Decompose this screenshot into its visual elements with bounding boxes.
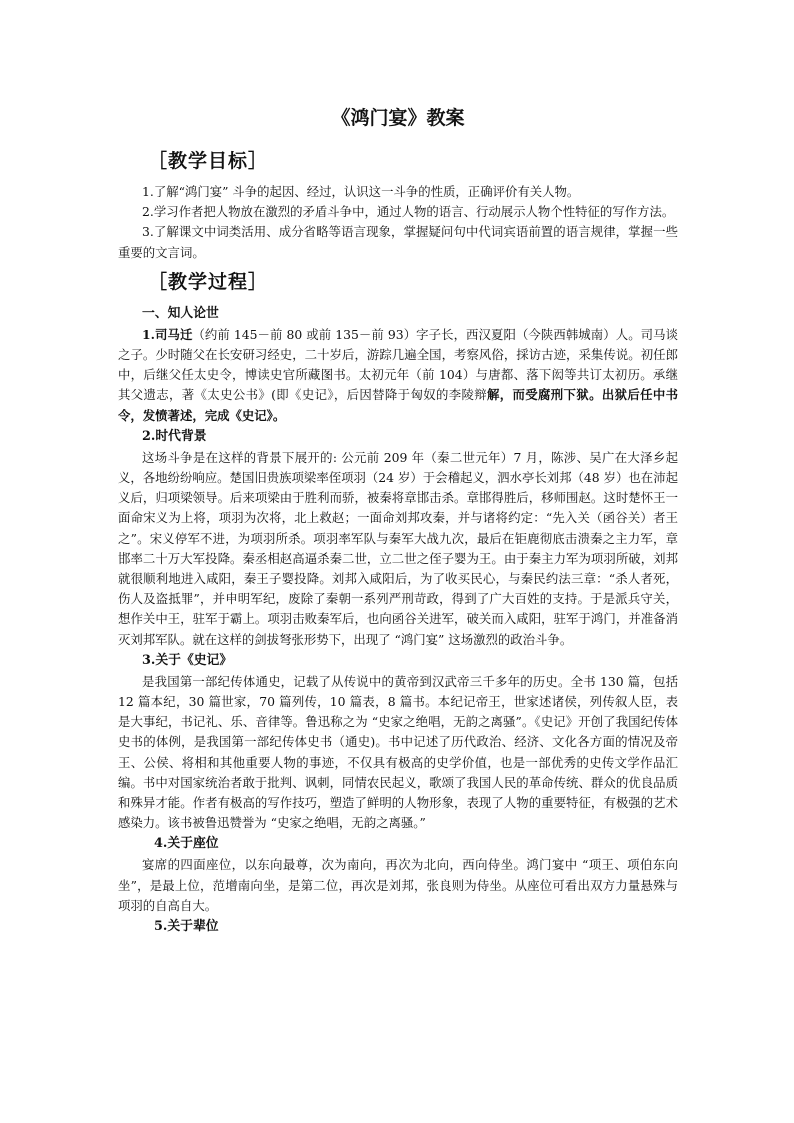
sima-qian-paragraph (118, 325, 678, 426)
goal-item-1: 1.了解“鸿门宴” 斗争的起因、经过，认识这一斗争的性质，正确评价有关人物。 (142, 184, 580, 199)
teaching-goals-heading: ［教学目标］ (148, 150, 269, 172)
shiji-heading: 3.关于《史记》 (142, 652, 233, 668)
page-title: 《鸿门宴》教案 (331, 107, 465, 129)
sima-qian-body: （约前 145－前 80 或前 135－前 93）字子长，西汉夏阳（今陕西韩城南）人。司马谈之子。少时随父在长安研习经史，二十岁后，游踪几遍全国，考察风俗，採访古迹，采集传说。初任郎中，后继父任太史令，博读史官所藏图书。太初元年（前 104）与唐都、落下闳等共订太初历。承继其父遗志，著《太史公书》(即《史记》，后因替降于匈奴的李陵辩 (118, 326, 678, 403)
background-paragraph: 这场斗争是在这样的背景下展开的: 公元前 209 年（秦二世元年）7 月，陈涉、吴广在大泽乡起义，各地纷纷响应。楚国旧贵族项梁率侄项羽（24 岁）于会稽起义，泗水亭长刘邦（48 岁）也在沛起义后，归项梁领导。后来项梁由于胜利而骄，被秦将章邯击杀。章邯得胜后，移师围赵。这时楚怀王一面命宋义为上将，项羽为次将，北上救赵；一面命刘邦攻秦，并与诸将约定：“先入关（函谷关）者王之”。宋义停军不进，为项羽所杀。项羽率军队与秦军大战九次，最后在钜鹿彻底击溃秦之主力军，章邯率二十万大军投降。秦丞相赵高逼杀秦二世，立二世之侄子婴为王。由于秦主力军为项羽所破，刘邦就很顺利地进入咸阳，秦王子婴投降。刘邦入咸阳后，为了收买民心，与秦民约法三章：“杀人者死，伤人及盗抵罪”，并申明军纪，废除了秦朝一系列严刑苛政，得到了广大百姓的支持。于是派兵守关，想作关中王，驻军于霸上。项羽击败秦军后，也向函谷关进军，破关而入咸阳，驻军于鸿门，并准备消灭刘邦军队。就在这样的剑拔弩张形势下，出现了 “鸿门宴” 这场激烈的政治斗争。 (118, 449, 678, 647)
seating-heading: 4.关于座位 (154, 836, 219, 852)
goal-item-2: 2.学习作者把人物放在激烈的矛盾斗争中，通过人物的语言、行动展示人物个性特征的写作方法。 (142, 204, 675, 220)
section-know-author-heading: 一、知人论世 (142, 305, 219, 321)
seating-paragraph: 宴席的四面座位，以东向最尊，次为南向，再次为北向，西向侍坐。鸿门宴中 “项王、项伯东向坐”，是最上位，范增南向坐，是第二位，再次是刘邦，张良则为侍坐。从座位可看出双方力量悬殊与项羽的自高自大。 (118, 857, 678, 913)
sima-qian-bold-tail: 解，而受腐刑下狱。出狱后任中书令，发愤著述，完成《史记》。 (118, 387, 679, 423)
lesson-plan-body (118, 104, 678, 938)
teaching-process-heading: ［教学过程］ (148, 270, 269, 293)
sima-qian-lead: 1.司马迁 (142, 326, 193, 342)
background-heading: 2.时代背景 (142, 428, 207, 444)
seniority-heading: 5.关于辈位 (154, 919, 219, 935)
goal-item-3: 3.了解课文中词类活用、成分省略等语言现象，掌握疑问句中代词宾语前置的语言规律，掌握一些重要的文言词。 (118, 224, 678, 260)
shiji-paragraph: 是我国第一部纪传体通史，记载了从传说中的黄帝到汉武帝三千多年的历史。全书 130 篇，包括 12 篇本纪，30 篇世家，70 篇列传，10 篇表，8 篇书。本纪记帝王，世家述诸侯，列传叙人臣，表是大事纪，书记礼、乐、音律等。鲁迅称之为 “史家之绝唱，无韵之离骚”。《史记》开创了我国纪传体史书的体例，是我国第一部纪传体史书（通史)。书中记述了历代政治、经济、文化各方面的情况及帝王、公侯、将相和其他重要人物的事迹，不仅具有极高的史学价值，也是一部优秀的史传文学作品汇编。书中对国家统治者敢于批判、讽刺，同情农民起义，歌颂了我国人民的革命传统、群众的优良品质和殊异才能。作者有极高的写作技巧，塑造了鲜明的人物形象，表现了人物的重要特征，有极强的艺术感染力。该书被鲁迅赞誉为 “史家之绝唱，无韵之离骚。” (118, 673, 678, 831)
